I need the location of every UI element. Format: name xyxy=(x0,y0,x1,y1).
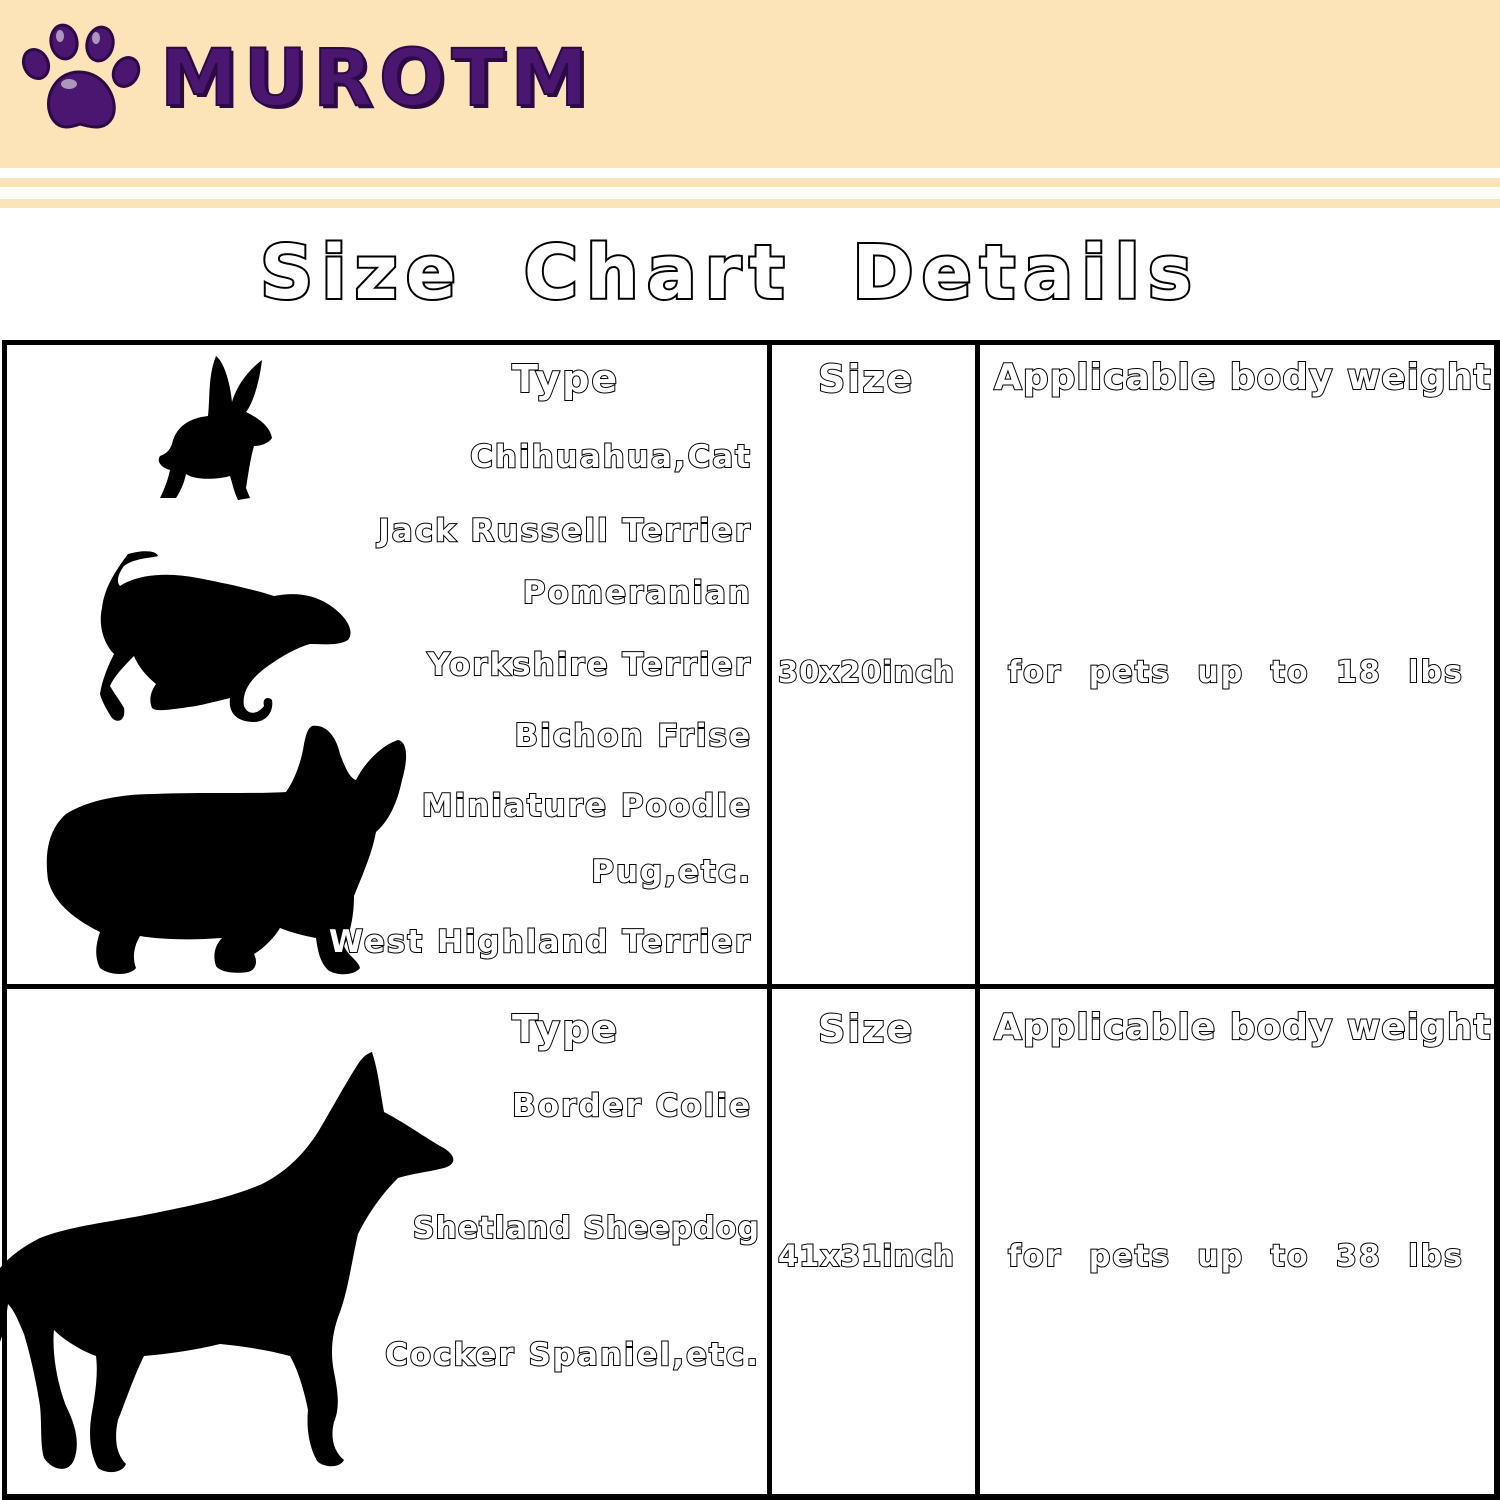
size-header: Size xyxy=(818,1007,915,1051)
header-stripe xyxy=(0,199,1500,208)
paw-icon xyxy=(14,22,144,138)
table-border-right xyxy=(1494,340,1500,1500)
weight-header: Applicable body weight xyxy=(994,357,1492,398)
size-value: 41x31inch xyxy=(778,1239,955,1273)
breed-label: Chihuahua,Cat xyxy=(470,439,752,475)
type-header: Type xyxy=(512,357,620,401)
type-header: Type xyxy=(512,1007,620,1051)
breed-label: Border Colie xyxy=(512,1088,752,1124)
breed-label: Jack Russell Terrier xyxy=(378,513,752,549)
weight-value: for pets up to 38 lbs xyxy=(1008,1239,1464,1274)
breed-label: Cocker Spaniel,etc. xyxy=(385,1337,760,1373)
breed-label: Miniature Poodle xyxy=(421,788,752,824)
breed-label: Pomeranian xyxy=(522,575,752,611)
weight-header: Applicable body weight xyxy=(994,1007,1492,1048)
breed-label: Pug,etc. xyxy=(591,854,752,890)
table-row-divider xyxy=(2,984,1500,989)
table-column-divider xyxy=(767,340,772,1500)
rabbit-silhouette-icon xyxy=(150,352,282,504)
breed-label: West Highland Terrier xyxy=(328,924,752,960)
page-title: Size Chart Details xyxy=(260,230,1200,316)
breed-label: Shetland Sheepdog xyxy=(412,1211,760,1246)
header-stripe xyxy=(0,178,1500,187)
table-column-divider xyxy=(975,340,980,1500)
shepherd-dog-silhouette-icon xyxy=(0,1050,460,1490)
breed-label: Yorkshire Terrier xyxy=(427,647,752,683)
breed-label: Bichon Frise xyxy=(514,718,752,754)
table-border-top xyxy=(2,340,1500,345)
small-dog-silhouette-icon xyxy=(98,548,354,724)
weight-value: for pets up to 18 lbs xyxy=(1008,655,1464,690)
size-value: 30x20inch xyxy=(778,655,955,689)
table-border-bottom xyxy=(2,1494,1500,1500)
size-header: Size xyxy=(818,357,915,401)
brand-name: MUROTM xyxy=(160,34,595,124)
